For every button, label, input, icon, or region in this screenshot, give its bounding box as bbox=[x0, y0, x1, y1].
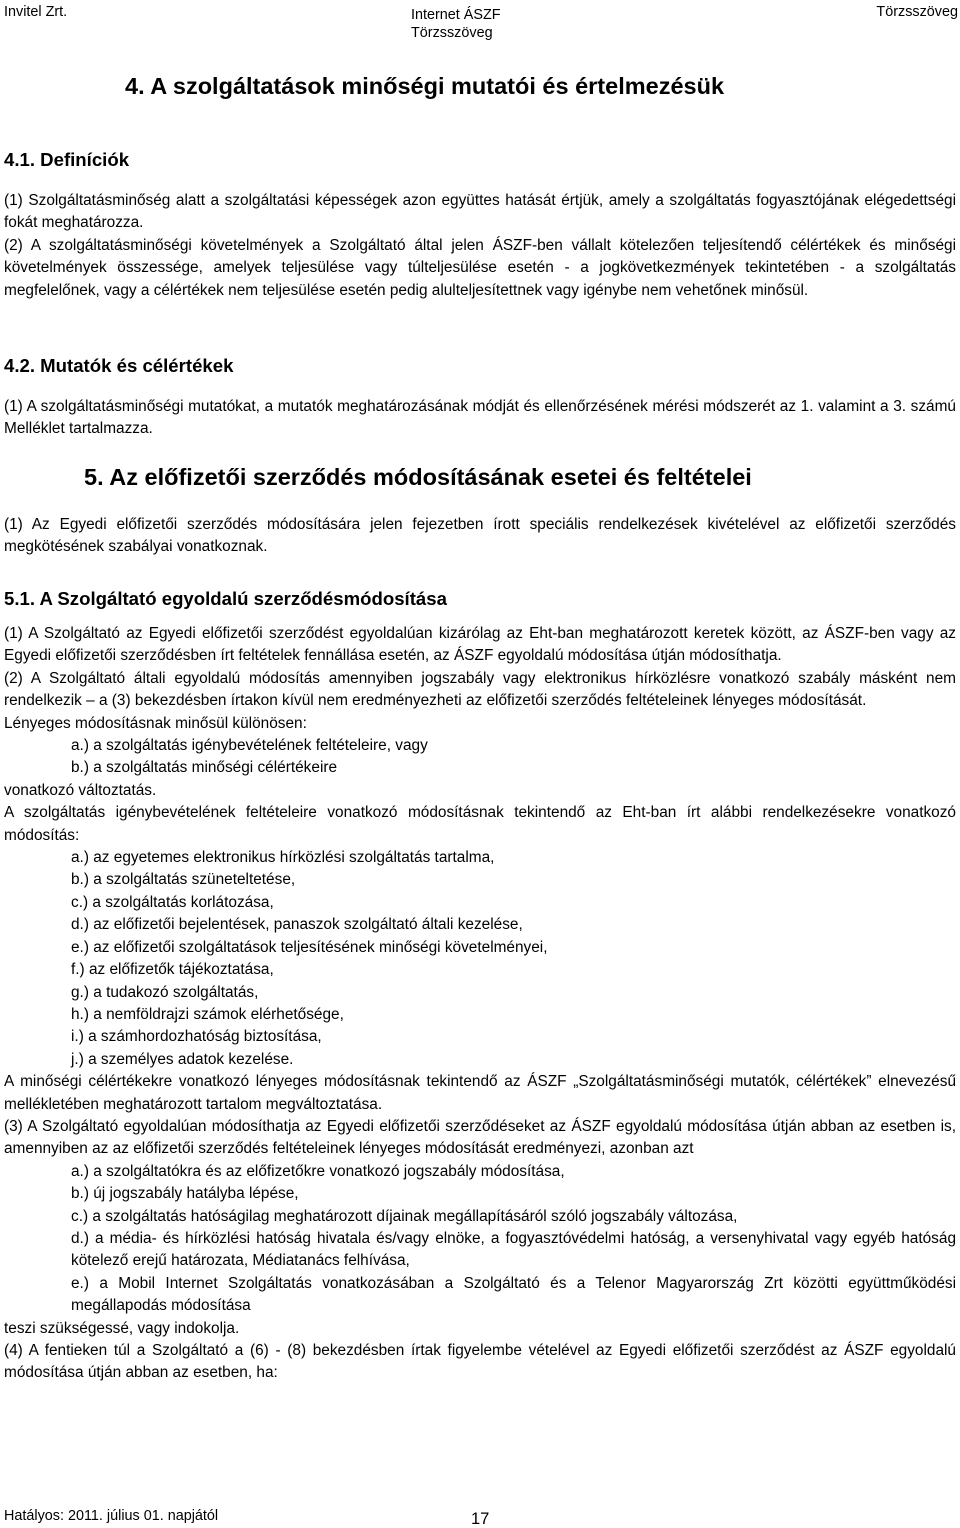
list-item: d.) a média- és hírközlési hatóság hivatala és/vagy elnöke, a fogyasztóvédelmi hatóság, a versenyhivatal vagy egyéb hatóság kötelező erejű határozata, Médiatanács felhívása, bbox=[71, 1229, 956, 1270]
section-4-2-heading: 4.2. Mutatók és célértékek bbox=[4, 355, 234, 376]
list-item: b.) új jogszabály hatályba lépése, bbox=[71, 1185, 299, 1203]
header-doc-title bbox=[411, 6, 521, 42]
list-item: d.) az előfizetői bejelentések, panaszok szolgáltató általi kezelése, bbox=[71, 916, 523, 934]
paragraph: teszi szükségessé, vagy indokolja. bbox=[4, 1319, 240, 1337]
paragraph: (1) Szolgáltatásminőség alatt a szolgáltatási képességek azon együttes hatását értjük, amely a szolgáltatás fogyasztójának elégedettségi fokát meghatározza. bbox=[4, 192, 956, 232]
list-item: b.) a szolgáltatás szüneteltetése, bbox=[71, 871, 296, 889]
list-item: e.) a Mobil Internet Szolgáltatás vonatkozásában a Szolgáltató és a Telenor Magyarország Zrt közötti együttműködési megállapodás módosítása bbox=[71, 1274, 956, 1315]
footer-effective-date: Hatályos: 2011. július 01. napjától bbox=[4, 1508, 219, 1524]
paragraph: (1) A szolgáltatásminőségi mutatókat, a mutatók meghatározásának módját és ellenőrzésének mérési módszerét az 1. valamint a 3. számú Melléklet tartalmazza. bbox=[4, 398, 956, 438]
paragraph: Lényeges módosításnak minősül különösen: bbox=[4, 714, 307, 732]
section-4-2 bbox=[4, 354, 956, 441]
list-item: a.) a szolgáltatókra és az előfizetőkre vonatkozó jogszabály módosítása, bbox=[71, 1162, 565, 1180]
page-number: 17 bbox=[471, 1510, 490, 1528]
list-item: h.) a nemföldrajzi számok elérhetősége, bbox=[71, 1005, 344, 1023]
header-doc-type: Törzsszöveg bbox=[876, 4, 958, 20]
list-item: c.) a szolgáltatás hatóságilag meghatározott díjainak megállapításáról szóló jogszabály változása, bbox=[71, 1207, 738, 1225]
list-item: a.) az egyetemes elektronikus hírközlési szolgáltatás tartalma, bbox=[71, 849, 495, 867]
section-4-1-heading: 4.1. Definíciók bbox=[4, 149, 130, 170]
section-5-1 bbox=[4, 587, 956, 1385]
paragraph: (1) Az Egyedi előfizetői szerződés módosítására jelen fejezetben írott speciális rendelkezések kivételével az előfizetői szerződés megkötésének szabályai vonatkoznak. bbox=[4, 516, 956, 556]
section-5-1-heading: 5.1. A Szolgáltató egyoldalú szerződésmódosítása bbox=[4, 588, 447, 609]
header-company: Invitel Zrt. bbox=[4, 4, 68, 20]
paragraph: vonatkozó változtatás. bbox=[4, 781, 157, 799]
section-4-1 bbox=[4, 148, 956, 302]
paragraph: (2) A Szolgáltató általi egyoldalú módosítás amennyiben jogszabály vagy elektronikus hírközlésre vonatkozó szabály másként nem rendelkezik – a (3) bekezdésben írtakon kívül nem eredményezheti az előfizetői szerződés feltételeinek lényeges módosítását. bbox=[4, 669, 956, 710]
list-item: c.) a szolgáltatás korlátozása, bbox=[71, 893, 274, 911]
chapter-5-title: 5. Az előfizetői szerződés módosításának esetei és feltételei bbox=[84, 464, 752, 490]
paragraph: A minőségi célértékekre vonatkozó lényeges módosításnak tekintendő az ÁSZF „Szolgáltatásminőségi mutatók, célértékek” elnevezésű mellékletében meghatározott tartalom megváltoztatása. bbox=[4, 1073, 956, 1113]
list-item: b.) a szolgáltatás minőségi célértékeire bbox=[71, 759, 338, 777]
list-item: f.) az előfizetők tájékoztatása, bbox=[71, 961, 274, 979]
paragraph: A szolgáltatás igénybevételének feltételeire vonatkozó módosításnak tekintendő az Eht-ban írt alábbi rendelkezésekre vonatkozó módosítás: bbox=[4, 804, 956, 844]
paragraph: (2) A szolgáltatásminőségi követelmények a Szolgáltató által jelen ÁSZF-ben vállalt kötelezően teljesítendő célértékek és minőségi követelmények összessége, amelyek teljesülése vagy túlteljesülése esetén - a jogkövetkezmények tekintetében - a szolgáltatás megfelelőnek, vagy a célértékek nem teljesülése esetén pedig alulteljesítettnek vagy igénybe nem vehetőnek minősül. bbox=[4, 236, 956, 299]
chapter-5 bbox=[4, 462, 956, 559]
list-item: i.) a számhordozhatóság biztosítása, bbox=[71, 1028, 322, 1046]
list-item: j.) a személyes adatok kezelése. bbox=[71, 1050, 294, 1068]
header-doc-line1: Internet ÁSZF bbox=[411, 7, 501, 23]
paragraph: (4) A fentieken túl a Szolgáltató a (6) - (8) bekezdésben írtak figyelembe vételével az Egyedi előfizetői szerződést az ÁSZF egyoldalú módosítása útján abban az esetben, ha: bbox=[4, 1342, 956, 1382]
list-item: e.) az előfizetői szolgáltatások teljesítésének minőségi követelményei, bbox=[71, 938, 548, 956]
chapter-4-title: 4. A szolgáltatások minőségi mutatói és értelmezésük bbox=[125, 73, 725, 99]
header-doc-line2: Törzsszöveg bbox=[411, 25, 493, 41]
list-item: a.) a szolgáltatás igénybevételének feltételeire, vagy bbox=[71, 737, 428, 755]
paragraph: (1) A Szolgáltató az Egyedi előfizetői szerződést egyoldalúan kizárólag az Eht-ban meghatározott keretek között, az ÁSZF-ben vagy az Egyedi előfizetői szerződésben írt feltételek fennállása esetén, az ÁSZF egyoldalú módosítása útján módosíthatja. bbox=[4, 625, 956, 665]
list-item: g.) a tudakozó szolgáltatás, bbox=[71, 983, 259, 1001]
paragraph: (3) A Szolgáltató egyoldalúan módosíthatja az Egyedi előfizetői szerződéseket az ÁSZF egyoldalú módosítása útján abban az esetben is, amennyiben az az előfizetői szerződés feltételeinek lényeges módosítását eredményezi, azonban azt bbox=[4, 1117, 956, 1158]
